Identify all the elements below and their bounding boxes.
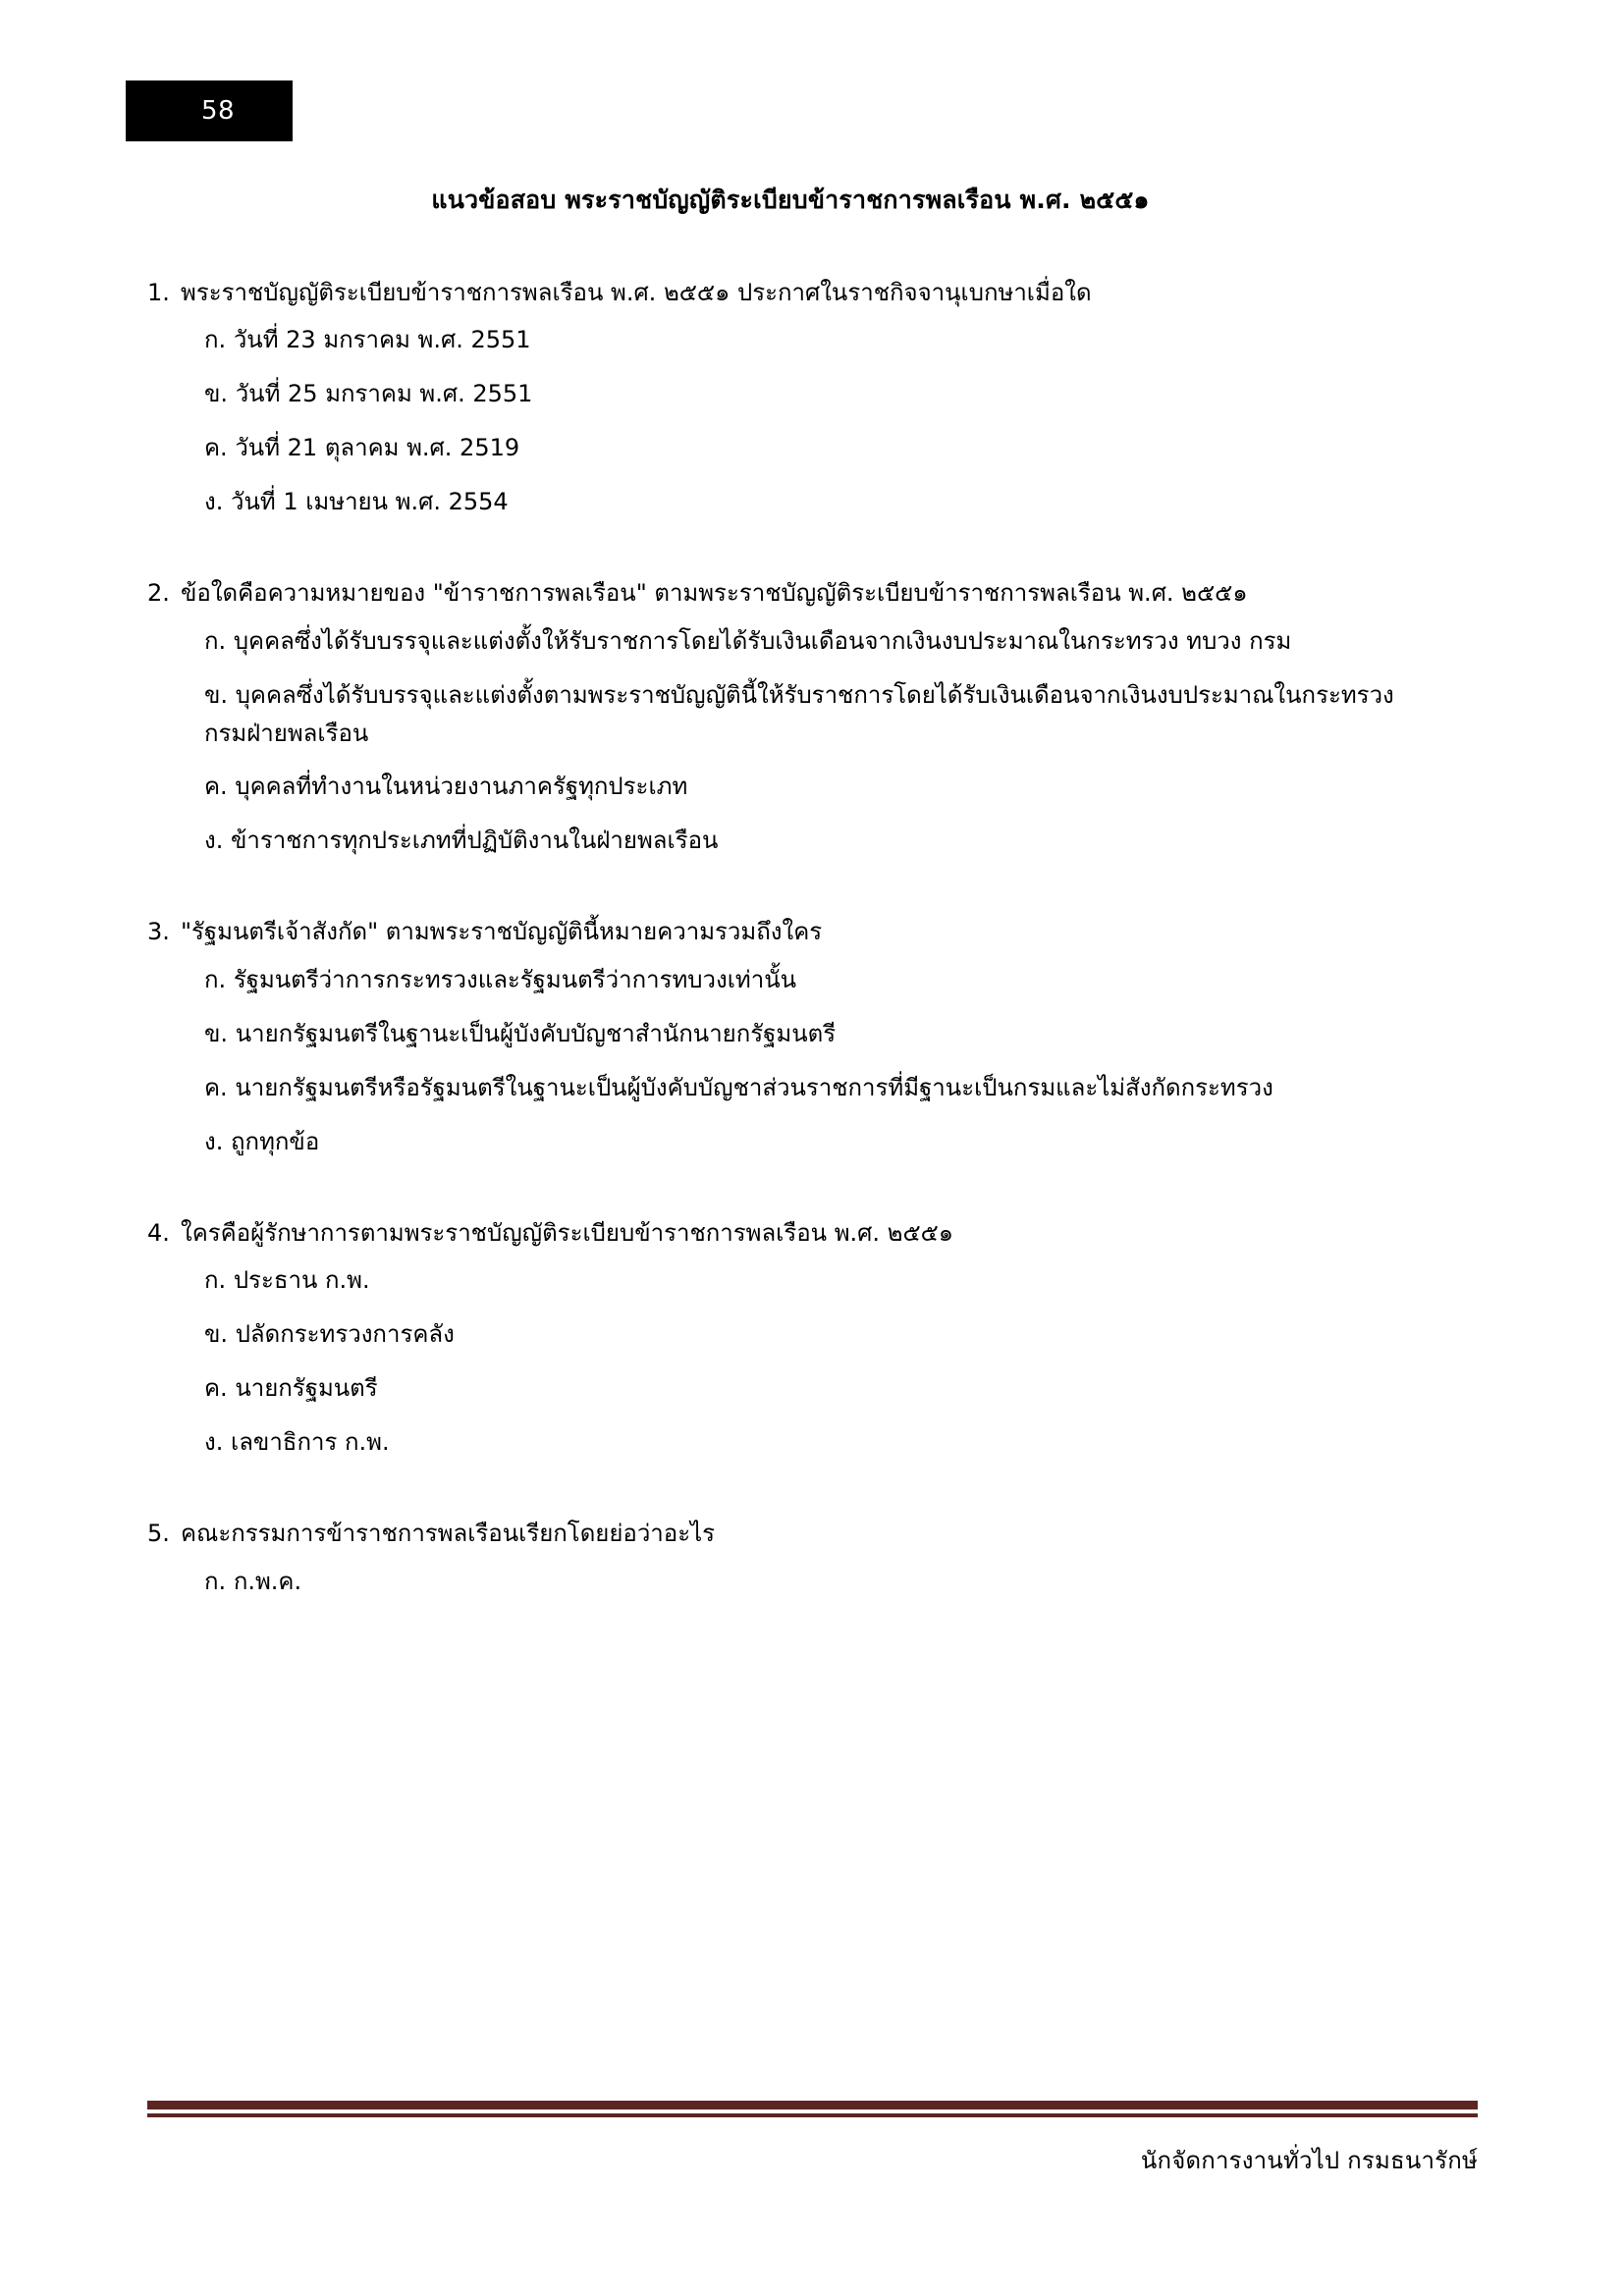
page-title: แนวข้อสอบ พระราชบัญญัติระเบียบข้าราชการพลเรือน พ.ศ. ๒๕๕๑ [431,186,1150,214]
question-block [147,274,1434,521]
option-label: ข. [204,680,229,709]
option-label: ก. [204,1567,227,1595]
option-label: ง. [204,1428,224,1456]
option-label: ก. [204,626,227,655]
option-item [147,822,1434,860]
question-number: 5. [147,1519,170,1547]
footer-text: นักจัดการงานทั่วไป กรมธนารักษ์ [1140,2147,1478,2174]
option-text: วันที่ 23 มกราคม พ.ศ. 2551 [233,326,531,354]
option-list [147,321,1434,521]
option-item [147,1369,1434,1408]
option-label: ง. [204,1127,224,1155]
option-label: ก. [204,326,227,354]
question-block [147,913,1434,1160]
option-item [147,1123,1434,1161]
question-text: พระราชบัญญัติระเบียบข้าราชการพลเรือน พ.ศ. ๒๕๕๑ ประกาศในราชกิจจานุเบกษาเมื่อใด [181,278,1092,306]
spacer [147,1505,1434,1515]
option-text: บุคคลซึ่งได้รับบรรจุและแต่งตั้งตามพระราชบัญญัตินี้ให้รับราชการโดยได้รับเงินเดือนจากเงินงบประมาณในกระทรวง กรมฝ่ายพลเรือน [204,680,1394,747]
option-item [147,622,1434,661]
document-content [147,182,1434,1644]
page-number: 58 [200,96,236,126]
option-text: วันที่ 25 มกราคม พ.ศ. 2551 [235,380,533,408]
question-block [147,1214,1434,1462]
option-list [147,1563,1434,1601]
option-item [147,1015,1434,1053]
option-list [147,961,1434,1161]
option-text: รัฐมนตรีว่าการกระทรวงและรัฐมนตรีว่าการทบวงเท่านั้น [233,966,797,993]
option-list [147,622,1434,860]
option-text: เลขาธิการ ก.พ. [231,1428,390,1456]
option-label: ข. [204,1019,229,1047]
question-number: 3. [147,918,170,946]
option-item [147,961,1434,999]
option-item [147,1261,1434,1300]
question-number: 4. [147,1218,170,1247]
page-number-banner [126,80,293,141]
option-item [147,1423,1434,1462]
option-text: นายกรัฐมนตรีในฐานะเป็นผู้บังคับบัญชาสำนักนายกรัฐมนตรี [235,1019,837,1047]
option-text: บุคคลซึ่งได้รับบรรจุและแต่งตั้งให้รับราชการโดยได้รับเงินเดือนจากเงินงบประมาณในกระทรวง ทบวง กรม [233,626,1292,655]
spacer [147,564,1434,574]
question-block [147,1515,1434,1601]
option-text: วันที่ 1 เมษายน พ.ศ. 2554 [231,488,509,515]
option-label: ก. [204,1266,227,1295]
spacer [147,903,1434,913]
option-text: บุคคลที่ทำงานในหน่วยงานภาครัฐทุกประเภท [235,773,688,801]
option-item [147,676,1434,753]
option-label: ค. [204,773,228,801]
option-text: วันที่ 21 ตุลาคม พ.ศ. 2519 [235,434,520,462]
option-item [147,768,1434,806]
option-item [147,483,1434,521]
option-label: ก. [204,966,227,993]
option-label: ง. [204,827,224,855]
option-list [147,1261,1434,1462]
option-text: ก.พ.ค. [233,1567,302,1595]
question-line [147,274,1434,312]
question-line [147,913,1434,951]
option-text: ข้าราชการทุกประเภทที่ปฏิบัติงานในฝ่ายพลเรือน [231,827,719,855]
option-text: ถูกทุกข้อ [231,1127,320,1155]
option-label: ง. [204,488,224,515]
option-text: นายกรัฐมนตรีหรือรัฐมนตรีในฐานะเป็นผู้บังคับบัญชาส่วนราชการที่มีฐานะเป็นกรมและไม่สังกัดกระทรวง [235,1073,1273,1101]
option-label: ค. [204,1073,228,1101]
question-number: 1. [147,278,170,306]
question-line [147,1515,1434,1553]
option-item [147,1563,1434,1601]
option-label: ค. [204,1374,228,1403]
option-text: ประธาน ก.พ. [233,1266,370,1295]
question-text: คณะกรรมการข้าราชการพลเรือนเรียกโดยย่อว่าอะไร [181,1519,716,1547]
option-label: ข. [204,1320,229,1349]
question-text: ใครคือผู้รักษาการตามพระราชบัญญัติระเบียบข้าราชการพลเรือน พ.ศ. ๒๕๕๑ [181,1218,954,1247]
question-block [147,574,1434,860]
question-number: 2. [147,578,170,607]
option-label: ข. [204,380,229,408]
question-text: "รัฐมนตรีเจ้าสังกัด" ตามพระราชบัญญัตินี้หมายความรวมถึงใคร [181,918,823,946]
question-text: ข้อใดคือความหมายของ "ข้าราชการพลเรือน" ตามพระราชบัญญัติระเบียบข้าราชการพลเรือน พ.ศ. ๒๕๕๑ [181,578,1248,607]
spacer [147,1204,1434,1214]
option-item [147,1069,1434,1107]
question-line [147,1214,1434,1253]
option-text: นายกรัฐมนตรี [235,1374,378,1403]
page-footer [147,2101,1478,2178]
option-item [147,375,1434,413]
option-label: ค. [204,434,228,462]
option-item [147,429,1434,467]
option-item [147,1315,1434,1354]
option-item [147,321,1434,359]
option-text: ปลัดกระทรวงการคลัง [235,1320,455,1349]
footer-rule-thin [147,2113,1478,2117]
footer-rule-thick [147,2101,1478,2109]
question-line [147,574,1434,613]
